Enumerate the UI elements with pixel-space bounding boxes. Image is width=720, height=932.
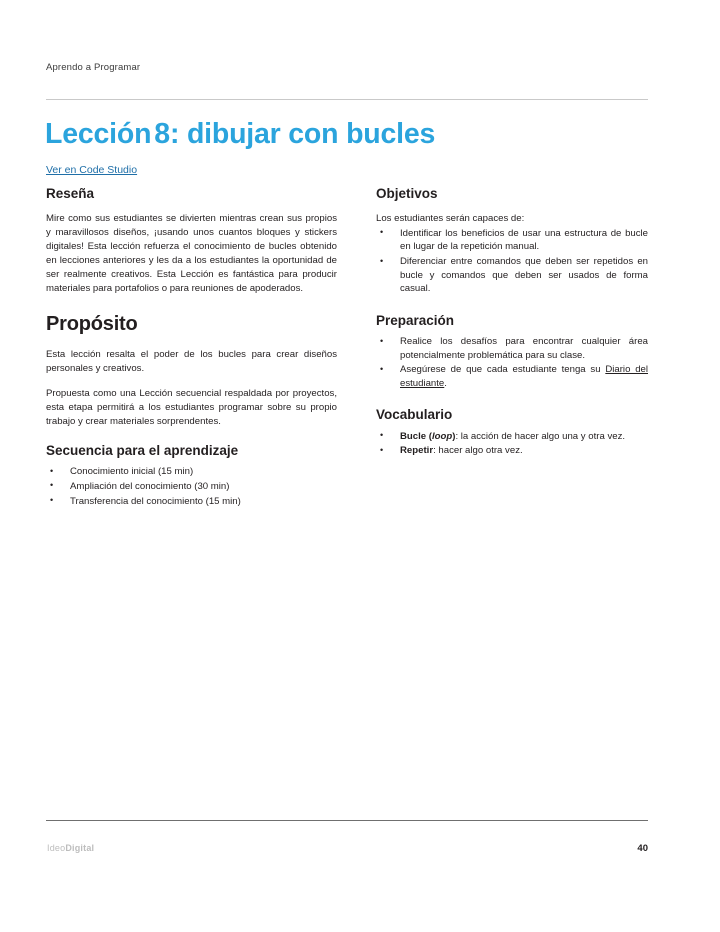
objetivos-list [376, 227, 648, 296]
heading-vocabulario: Vocabulario [376, 407, 453, 423]
diario-estudiante-link[interactable]: Diario del estudiante [400, 364, 648, 389]
vocabulario-list [376, 430, 648, 458]
header-divider [46, 99, 648, 100]
proposito-paragraph-2: Propuesta como una Lección secuencial respaldada por proyectos, esta etapa permitirá a los estudiantes programar sobre su propio trabajo y crear materiales sorprendentes. [46, 388, 337, 428]
page-title [45, 119, 435, 150]
footer-logo-light: Ideo [47, 843, 66, 853]
title-lesson-word: Lección [45, 118, 152, 150]
list-item: • Conocimiento inicial (15 min) [46, 465, 337, 479]
preparacion-item2-period: . [444, 377, 447, 389]
vocab-term-text: Bucle ( [400, 430, 432, 442]
list-item [376, 363, 648, 390]
heading-resena: Reseña [46, 186, 95, 201]
vocab-definition: : la acción de hacer algo una y otra vez. [455, 430, 626, 442]
footer-divider [46, 820, 648, 821]
list-item: • Identificar los beneficios de usar una estructura de bucle en lugar de la repetición manual. [376, 227, 648, 254]
list-item: • Ampliación del conocimiento (30 min) [46, 480, 337, 494]
list-item: • Diferenciar entre comandos que deben ser repetidos en bucle y comandos que deben ser usados de forma casual. [376, 255, 648, 296]
left-column [46, 186, 337, 509]
code-studio-link[interactable]: Ver en Code Studio [46, 164, 138, 176]
resena-paragraph: Mire como sus estudiantes se divierten mientras crean sus propios y maravillosos diseños, ¡usando unos cuantos bloques y stickers digitales! Esta lección refuerza el conocimiento de bucles obtenido en lecciones anteriores y les da a los estudiantes la oportunidad de ser realmente creativos. Esta Lección es fantástica para producir materiales para portafolios o para reuniones de apoderados. [46, 213, 337, 295]
vocab-term [400, 445, 433, 456]
right-column [376, 186, 648, 459]
list-item [376, 430, 648, 444]
secuencia-list [46, 465, 337, 508]
vocab-term-close: ) [452, 430, 456, 442]
heading-proposito: Propósito [46, 313, 138, 336]
title-lesson-number: 8 [154, 118, 170, 150]
page-number: 40 [637, 843, 648, 854]
preparacion-item2-text: Asegúrese de que cada estudiante tenga su [400, 364, 606, 376]
footer-logo-bold: Digital [65, 843, 95, 853]
preparacion-list [376, 335, 648, 390]
list-item [376, 444, 648, 458]
heading-secuencia: Secuencia para el aprendizaje [46, 443, 239, 459]
vocab-term [400, 431, 455, 442]
title-rest: : dibujar con bucles [169, 118, 436, 150]
vocab-definition: : hacer algo otra vez. [433, 445, 523, 457]
list-item: • Realice los desafíos para encontrar cualquier área potencialmente problemática para su clase. [376, 335, 648, 362]
vocab-term-italic: loop [432, 430, 453, 442]
objetivos-lead: Los estudiantes serán capaces de: [376, 213, 525, 225]
proposito-paragraph-1: Esta lección resalta el poder de los bucles para crear diseños personales y creativos. [46, 349, 337, 375]
running-header: Aprendo a Programar [46, 62, 141, 73]
heading-preparacion: Preparación [376, 312, 455, 328]
vocab-term-text: Repetir [400, 445, 434, 457]
heading-objetivos: Objetivos [376, 186, 438, 201]
list-item: • Transferencia del conocimiento (15 min) [46, 495, 337, 509]
